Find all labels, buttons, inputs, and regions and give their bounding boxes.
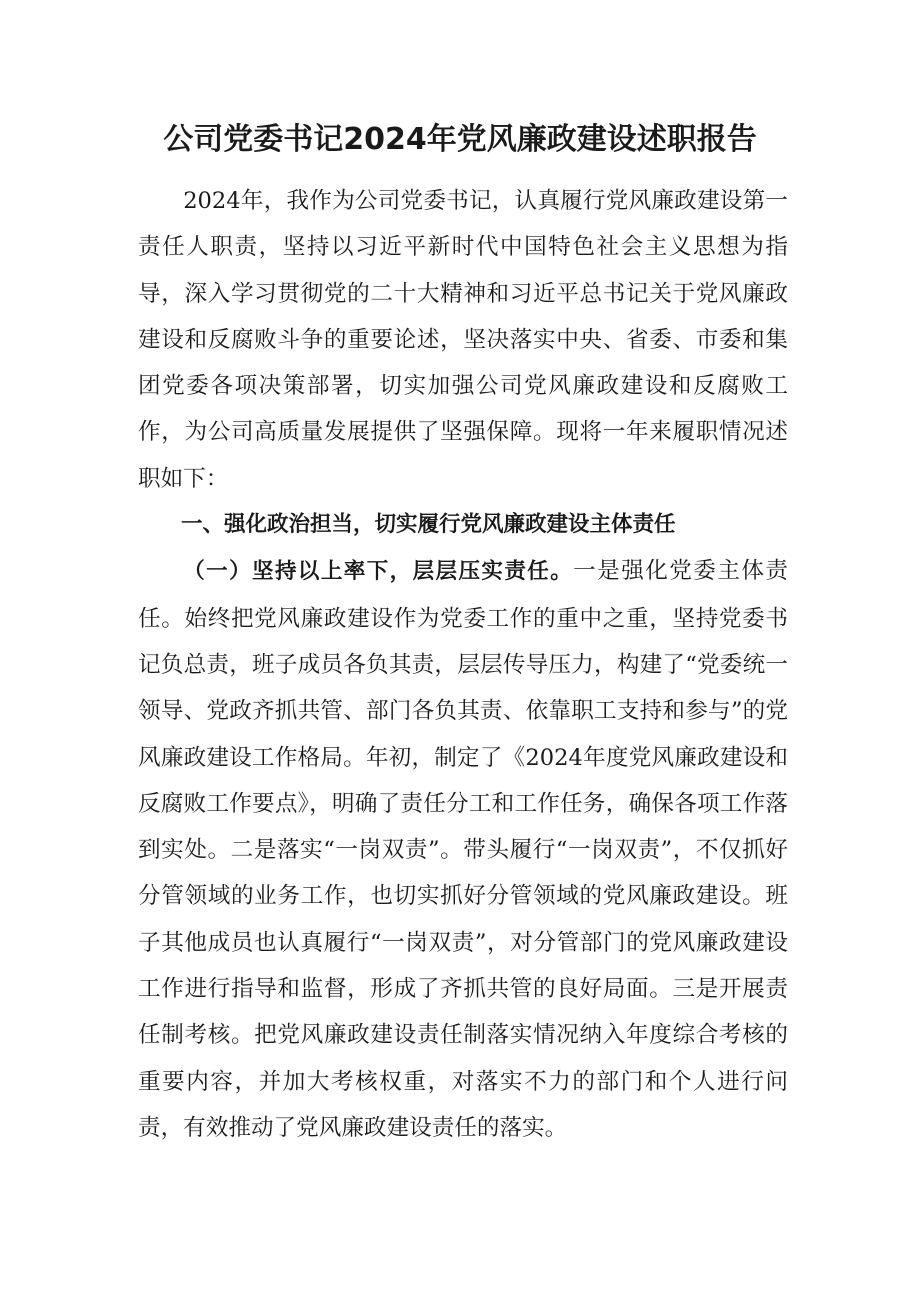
sub-section-1-body: 一是强化党委主体责任。始终把党风廉政建设作为党委工作的重中之重，坚持党委书记负总责，班子成员各负其责，层层传导压力，构建了“党委统一领导、党政齐抓共管、部门各负其责、依靠职工支持和参与”的党风廉政建设工作格局。年初，制定了《2024年度党风廉政建设和反腐败工作要点》，明确了责任分工和工作任务，确保各项工作落到实处。二是落实“一岗双责”。带头履行“一岗双责”，不仅抓好分管领域的业务工作，也切实抓好分管领域的党风廉政建设。班子其他成员也认真履行“一岗双责”，对分管部门的党风廉政建设工作进行指导和监督，形成了齐抓共管的良好局面。三是开展责任制考核。把党风廉政建设责任制落实情况纳入年度综合考核的重要内容，并加大考核权重，对落实不力的部门和个人进行问责，有效推动了党风廉政建设责任的落实。 — [138, 558, 788, 1141]
sub-heading-1: （一）坚持以上率下，层层压实责任。 — [183, 559, 574, 585]
intro-paragraph: 2024年，我作为公司党委书记，认真履行党风廉政建设第一责任人职责，坚持以习近平新时代中国特色社会主义思想为指导，深入学习贯彻党的二十大精神和习近平总书记关于党风廉政建设和反腐败斗争的重要论述，坚决落实中央、省委、市委和集团党委各项决策部署，切实加强公司党风廉政建设和反腐败工作，为公司高质量发展提供了坚强保障。现将一年来履职情况述职如下： — [138, 188, 788, 492]
section-1-paragraph — [138, 548, 788, 1151]
document-title: 公司党委书记2024年党风廉政建设述职报告 — [163, 122, 757, 157]
document-body — [138, 178, 788, 1151]
section-heading-1: 一、强化政治担当，切实履行党风廉政建设主体责任 — [181, 512, 676, 538]
